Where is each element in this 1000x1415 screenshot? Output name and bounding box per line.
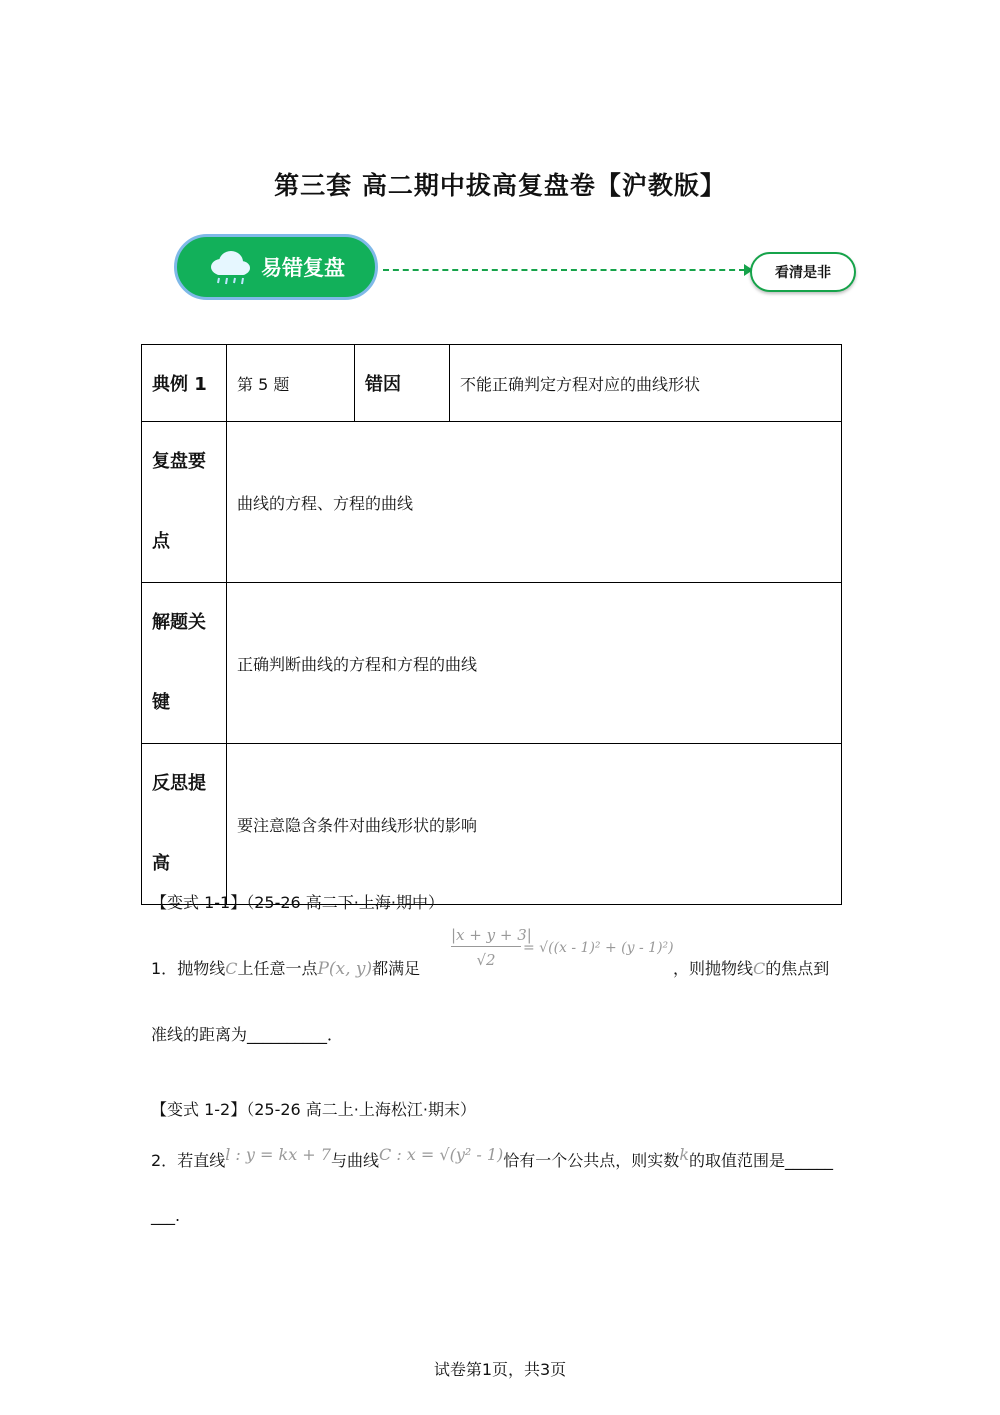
rain-cloud-icon: [205, 247, 253, 287]
badge-label: 易错复盘: [261, 256, 345, 280]
table-row: [142, 422, 842, 583]
row-content: 曲线的方程、方程的曲线: [227, 422, 842, 583]
row-label: 复盘要 点: [142, 422, 227, 583]
question-ref: 第 5 题: [227, 345, 355, 422]
table-row: [142, 583, 842, 744]
review-table: [141, 344, 842, 905]
row-label: 反思提 高: [142, 744, 227, 905]
page-title: 第三套 高二期中拔高复盘卷【沪教版】: [274, 171, 726, 200]
variant1-answer-line: 准线的距离为__________．: [151, 1025, 344, 1044]
variant2-header: 【变式 1-2】（25-26 高二上·上海松江·期末）: [151, 1100, 476, 1119]
table-row: [142, 744, 842, 905]
error-label: 错因: [355, 345, 450, 422]
example-label: 典例 1: [142, 345, 227, 422]
row-label: 解题关 键: [142, 583, 227, 744]
row-content: 要注意隐含条件对曲线形状的影响: [227, 744, 842, 905]
page-footer: 试卷第1页，共3页: [433, 1360, 567, 1379]
variant2-question: 2．若直线l : y = kx + 7与曲线C : x = √(y² - 1)恰有一个公共点，则实数k的取值范围是______: [151, 1145, 834, 1170]
fraction: |x + y + 3| √2: [451, 926, 532, 969]
dashed-connector: [383, 269, 745, 271]
row-content: 正确判断曲线的方程和方程的曲线: [227, 583, 842, 744]
table-row: [142, 345, 842, 422]
error-text: 不能正确判定方程对应的曲线形状: [450, 345, 842, 422]
mistake-review-badge: [174, 234, 378, 300]
variant2-answer-line: ___.: [151, 1206, 181, 1225]
variant1-header: 【变式 1-1】（25-26 高二下·上海·期中）: [151, 893, 444, 912]
equation-rhs: = √((x - 1)² + (y - 1)²): [523, 940, 674, 956]
pill-label: 看清是非: [750, 252, 856, 292]
